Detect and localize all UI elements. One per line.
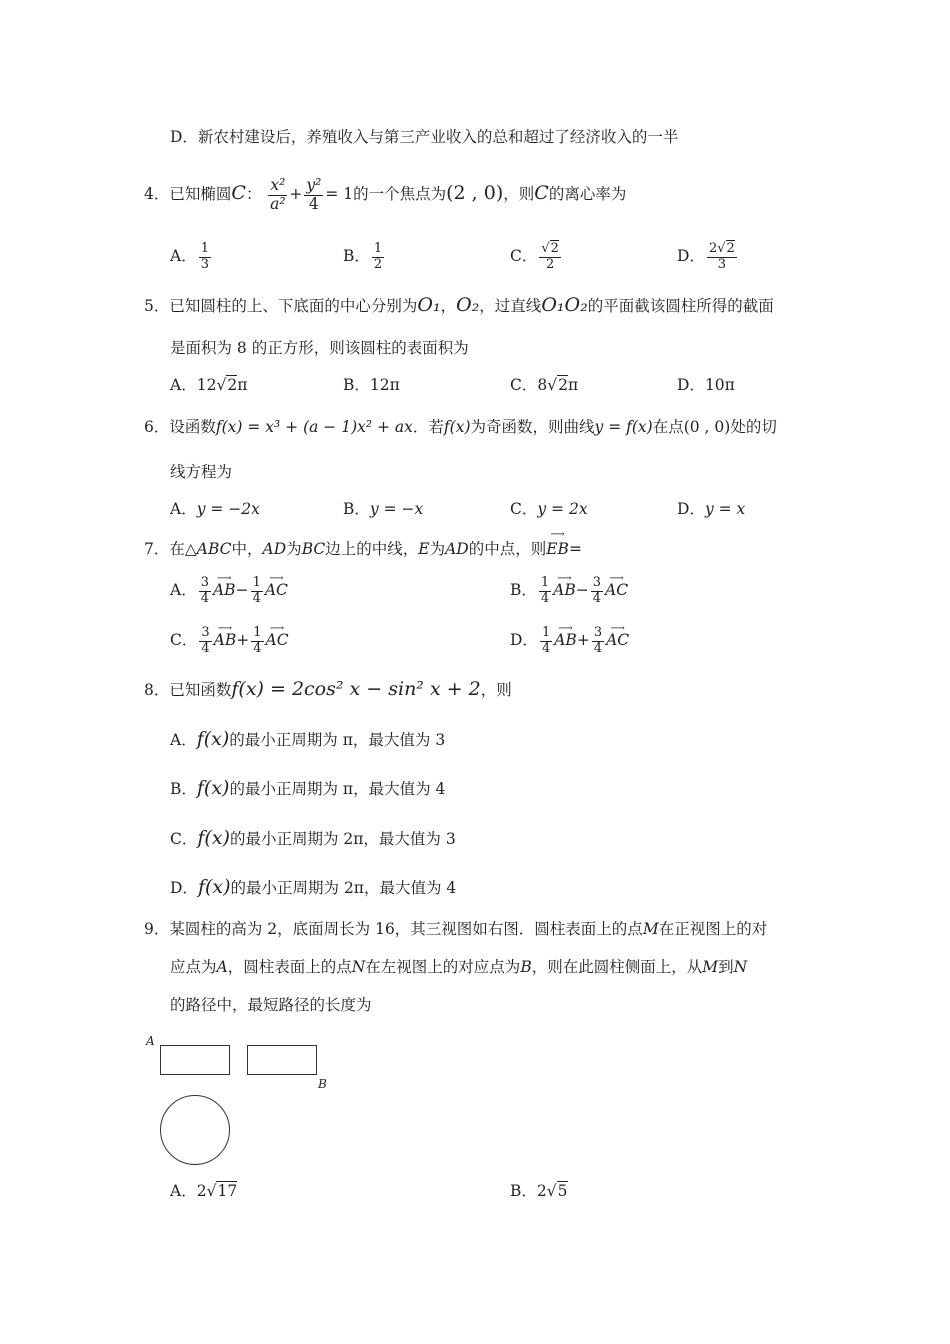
- q7-option-c: C． $\frac{3}{4}$ ⟶ AB+ $\frac{1}{4}$ ⟶ AC: [170, 620, 289, 660]
- q6-option-b: B．y = −x: [343, 500, 424, 518]
- figure-label-b: B: [318, 1077, 327, 1091]
- q8-option-d: D．f(x)的最小正周期为 2π，最大值为 4: [170, 876, 457, 898]
- q6-option-a: A．y = −2x: [170, 500, 260, 518]
- q4-fraction-y: $\frac{\text{y²}}{4}$: [306, 175, 322, 213]
- question-6-line-1: 6．设函数f(x) = x³ + (a − 1)x² + ax．若f(x)为奇函数，则曲线y = f(x)在点(0 , 0)处的切: [144, 418, 777, 436]
- question-9-line-2: 应点为A，圆柱表面上的点N在左视图上的对应点为B，则在此圆柱侧面上，从M到N: [170, 958, 748, 976]
- question-8: 8．已知函数f(x) = 2cos² x − sin² x + 2，则: [144, 678, 512, 700]
- q8-option-a: A．f(x)的最小正周期为 π，最大值为 3: [170, 728, 446, 750]
- question-9-line-1: 9．某圆柱的高为 2，底面周长为 16，其三视图如右图．圆柱表面上的点M在正视图上的对: [144, 920, 768, 938]
- side-view-rectangle: [247, 1045, 317, 1075]
- q5-option-c: C．8√2π: [510, 376, 579, 394]
- q7-option-b: B． $\frac{1}{4}$ ⟶ AB− $\frac{3}{4}$ ⟶ AC: [510, 570, 628, 610]
- q8-option-b: B．f(x)的最小正周期为 π，最大值为 4: [170, 777, 446, 799]
- q5-option-a: A．12√2π: [170, 376, 248, 394]
- front-view-rectangle: [160, 1045, 230, 1075]
- q5-option-d: D．10π: [677, 376, 735, 394]
- q4-option-c: C． $\frac{√2}{2}$: [510, 240, 559, 272]
- q9-option-a: A．2√17: [170, 1182, 238, 1200]
- q3-option-d: D．新农村建设后，养殖收入与第三产业收入的总和超过了经济收入的一半: [170, 128, 679, 146]
- question-5-line-1: 5．已知圆柱的上、下底面的中心分别为O₁，O₂，过直线O₁O₂的平面截该圆柱所得的截面: [144, 294, 774, 316]
- q6-option-d: D．y = x: [677, 500, 746, 518]
- question-7: 7．在△ABC中，AD为BC边上的中线，E为AD的中点，则⟶ EB=: [144, 540, 582, 559]
- question-9-line-3: 的路径中，最短路径的长度为: [170, 996, 372, 1014]
- q8-option-c: C．f(x)的最小正周期为 2π，最大值为 3: [170, 827, 456, 849]
- q4-fraction-x: $\frac{\text{x²}}{\text{a²}}$: [270, 175, 286, 213]
- q4-option-a: A． $\frac{1}{3}$: [170, 240, 209, 272]
- q4-option-d: D． $\frac{2√2}{3}$: [677, 240, 735, 272]
- question-5-line-2: 是面积为 8 的正方形，则该圆柱的表面积为: [170, 339, 469, 357]
- q4-option-b: B． $\frac{1}{2}$: [343, 240, 383, 272]
- top-view-circle: [160, 1095, 230, 1165]
- q6-option-c: C．y = 2x: [510, 500, 588, 518]
- q7-option-a: A． $\frac{3}{4}$ ⟶ AB− $\frac{1}{4}$ ⟶ AC: [170, 570, 288, 610]
- question-6-line-2: 线方程为: [170, 463, 233, 481]
- figure-label-a: A: [146, 1034, 155, 1048]
- question-4: 4．已知椭圆C： $\frac{\text{x²}}{\text{a²}}$ + $\frac{\text{y²}}{4}$ = 1的一个焦点为(2 , 0)，则C的离心率为: [144, 175, 627, 213]
- q9-option-b: B．2√5: [510, 1182, 568, 1200]
- q4-number-text: 4．: [144, 185, 170, 203]
- q5-option-b: B．12π: [343, 376, 400, 394]
- q7-option-d: D． $\frac{1}{4}$ ⟶ AB+ $\frac{3}{4}$ ⟶ AC: [510, 620, 629, 660]
